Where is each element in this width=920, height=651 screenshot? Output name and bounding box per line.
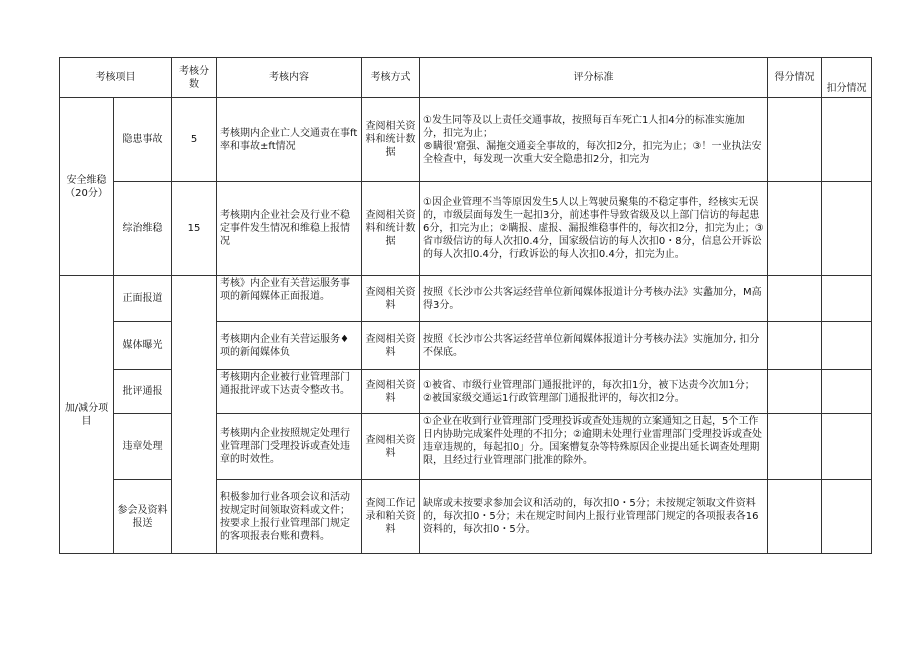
item-method: 查阅相关资料 — [362, 414, 420, 480]
item-method: 查阅工作记录和粕关资料 — [362, 480, 420, 554]
item-method: 查阅相关资料 — [362, 322, 420, 370]
item-content: 考核期内企业亡人交通责在事ft率和事故±ft情况 — [217, 98, 362, 182]
got-cell — [768, 480, 822, 554]
got-cell — [768, 182, 822, 276]
item-criteria: ①被省、市级行业管理部门通报批评的，每次扣1分，被下达责今次加1分； ②被国家级交通运1行政管理部门通报批评的，每次扣2分。 — [420, 370, 768, 414]
item-criteria: ①因企业管理不当等原因发生5人以上驾驶员聚集的不稳定事件，经核实无误的，市级层面每发生一起扣3分，前述事件导致省级及以上部门信访的每起患6分，扣完为止；②瞒报、虚报、漏报维稳事件的，每次扣2分，扣完为止；③省市级信访的每人次扣0.4分，国家级信访的每人次扣0・8分，信息公开诉讼的每人次扣0.4分，行政诉讼的每人次扣0.4分，扣完为止。 — [420, 182, 768, 276]
item-content: 考核期内企业社会及行业不稳定事件发生情况和维稳上报情况 — [217, 182, 362, 276]
item-score: 5 — [172, 98, 217, 182]
item-criteria: 缺席或未按要求参加会议和活动的，每次扣0・5分；未按规定领取文件资料的，每次扣0・5分；未在规定时间内上报行业管理部门规定的各项报表各16资料的，每次扣0・5分。 — [420, 480, 768, 554]
item-content: 考核期内企业按照规定处理行业管理部门受理投诉或查处违章的时效性。 — [217, 414, 362, 480]
category-safety: 安全维稳（20分） — [60, 98, 114, 276]
item-method: 查阅相关资料 — [362, 370, 420, 414]
item-name: 隐患事故 — [114, 98, 172, 182]
header-item: 考核项目 — [60, 58, 172, 98]
got-cell — [768, 276, 822, 322]
deduct-cell — [822, 182, 872, 276]
header-content: 考核内容 — [217, 58, 362, 98]
item-criteria: ①企业在收到行业管理部门受理投诉或查处违规的立案通知之日起，5个工作日内协助完成案件处理的不扣分；②逾期未处理行业雷理部门受理投诉或查处违章违规的，每起扣0」分。国案懵复杂等特殊原因企业提出延长调查处理期限，且经过行业管理部门批准的除外。 — [420, 414, 768, 480]
score-blank — [172, 276, 217, 554]
item-criteria: 按照《长沙市公共客运经营单位新闻媒体报道计分考核办法》实蠡加分，M高得3分。 — [420, 276, 768, 322]
item-name: 违章处理 — [114, 414, 172, 480]
deduct-cell — [822, 414, 872, 480]
item-name: 参会及资料报送 — [114, 480, 172, 554]
deduct-cell — [822, 322, 872, 370]
table-row — [60, 182, 872, 276]
assessment-table — [59, 57, 872, 554]
deduct-cell — [822, 276, 872, 322]
header-criteria: 评分标准 — [420, 58, 768, 98]
item-criteria: ①发生同等及以上责任交通事故，按照每百车死亡1人扣4分的标准实施加分，扣完为止； ®瞒很’窟强、漏拖交通妾全事故的，每次扣2分，扣完为止；③！一业执法安全检查中，每发现一次重大安全隐患扣2分，扣完为 — [420, 98, 768, 182]
header-score: 考核分数 — [172, 58, 217, 98]
item-criteria: 按照《长沙市公共客运经营单位新闻媒体报道计分考核办法》实施加分, 扣分不保底。 — [420, 322, 768, 370]
item-content: 考核期内企业被行业管理部门通报批评或下达责令整改书。 — [217, 370, 362, 414]
header-method: 考核方式 — [362, 58, 420, 98]
item-content: 积极参加行业各项会议和活动按规定时间领取资料或文件；按要求上报行业管理部门规定的客项报表台账和费料。 — [217, 480, 362, 554]
item-content: 考核期内企业有关营运服务♦项的新闻媒体负 — [217, 322, 362, 370]
header-row — [60, 58, 872, 98]
deduct-cell — [822, 480, 872, 554]
deduct-cell — [822, 98, 872, 182]
header-deduct: 扣分情况 — [822, 58, 872, 98]
got-cell — [768, 414, 822, 480]
item-name: 批评通报 — [114, 370, 172, 414]
item-name: 媒体曝光 — [114, 322, 172, 370]
table-row — [60, 98, 872, 182]
header-got: 得分情况 — [768, 58, 822, 98]
got-cell — [768, 98, 822, 182]
item-method: 查阅相关资料和统计数据 — [362, 98, 420, 182]
item-method: 查阅相关资料和统计数据 — [362, 182, 420, 276]
deduct-cell — [822, 370, 872, 414]
item-score: 15 — [172, 182, 217, 276]
item-content: 考核》内企业有关营运服务事项的新闻媒体正面报道。 — [217, 276, 362, 322]
item-name: 正面报道 — [114, 276, 172, 322]
item-method: 查阅相关资料 — [362, 276, 420, 322]
got-cell — [768, 370, 822, 414]
item-name: 综治维稳 — [114, 182, 172, 276]
got-cell — [768, 322, 822, 370]
category-adjust: 加/减分项目 — [60, 276, 114, 554]
table-row — [60, 276, 872, 322]
